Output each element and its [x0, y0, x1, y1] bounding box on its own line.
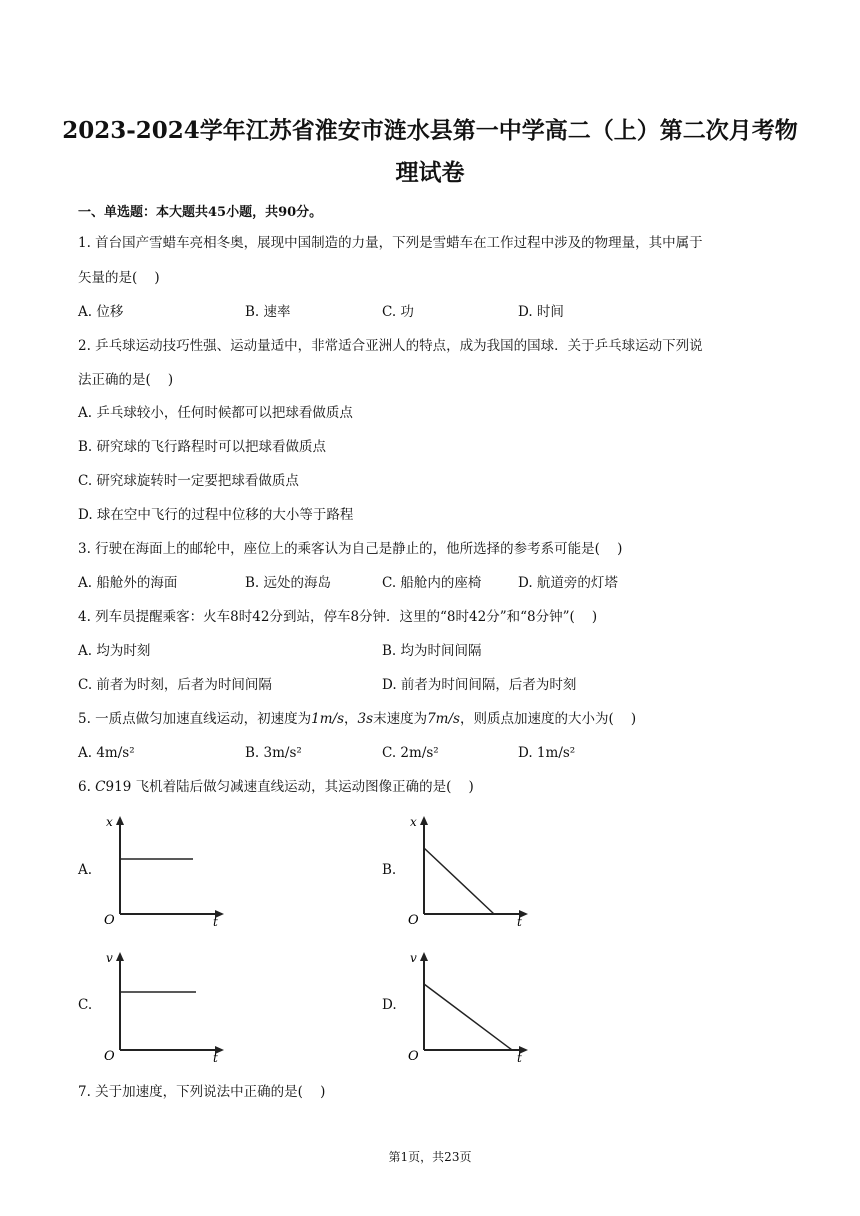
q1-option-c[interactable]: C. 功 [382, 304, 414, 320]
q4-option-b[interactable]: B. 均为时间间隔 [382, 643, 482, 659]
exam-title-line2: 理试卷 [395, 159, 465, 186]
q6-graph-c[interactable] [100, 946, 230, 1066]
q6-graph-d-origin: O [408, 1049, 419, 1064]
q5-option-d[interactable]: D. 1m/s² [518, 745, 576, 761]
q4-option-d[interactable]: D. 前者为时间间隔，后者为时刻 [382, 677, 577, 693]
q4-option-c[interactable]: C. 前者为时刻，后者为时间间隔 [78, 677, 272, 693]
q1-option-a[interactable]: A. 位移 [78, 304, 124, 320]
q5-text-sep: ， [344, 711, 358, 727]
q3-text: 3. 行驶在海面上的邮轮中，座位上的乘客认为自己是静止的，他所选择的参考系可能是( ) [78, 541, 623, 557]
q6-graph-a-t-label: t [213, 915, 218, 929]
q6-option-b-label[interactable]: B. [382, 862, 397, 878]
q3-option-d[interactable]: D. 航道旁的灯塔 [518, 575, 618, 591]
q2-text-line2: 法正确的是( ) [78, 372, 174, 388]
q1-option-b[interactable]: B. 速率 [245, 304, 291, 320]
q5-option-a[interactable]: A. 4m/s² [78, 745, 135, 761]
q3-option-a[interactable]: A. 船舱外的海面 [78, 575, 178, 591]
q6-graph-a-origin: O [104, 913, 115, 928]
q6-graph-b-origin: O [408, 913, 419, 928]
q6-graph-b[interactable] [404, 810, 534, 930]
q6-graph-d[interactable] [404, 946, 534, 1066]
q6-graph-c-origin: O [104, 1049, 115, 1064]
q6-text-body: 919 飞机着陆后做匀减速直线运动，其运动图像正确的是( ) [105, 779, 474, 795]
q2-option-b[interactable]: B. 研究球的飞行路程时可以把球看做质点 [78, 439, 327, 455]
q3-option-b[interactable]: B. 远处的海岛 [245, 575, 332, 591]
q5-initial-velocity: 1m/s [311, 711, 345, 727]
q5-text-mid: 末速度为 [373, 711, 428, 727]
q2-option-d[interactable]: D. 球在空中飞行的过程中位移的大小等于路程 [78, 507, 354, 523]
q6-graph-c-t-label: t [213, 1051, 218, 1065]
q6-text [78, 777, 474, 797]
q6-graph-b-t-label: t [517, 915, 522, 929]
q1-option-d[interactable]: D. 时间 [518, 304, 564, 320]
q6-option-d-label[interactable]: D. [382, 997, 397, 1013]
q6-option-c-label[interactable]: C. [78, 997, 93, 1013]
q5-final-velocity: 7m/s [427, 711, 460, 727]
q5-text-pre: 5. 一质点做匀加速直线运动，初速度为 [78, 711, 312, 727]
q5-option-b[interactable]: B. 3m/s² [245, 745, 302, 761]
q6-graph-a[interactable] [100, 810, 230, 930]
q3-option-c[interactable]: C. 船舱内的座椅 [382, 575, 482, 591]
q1-text-line2: 矢量的是( ) [78, 270, 160, 286]
q2-option-a[interactable]: A. 乒乓球较小，任何时候都可以把球看做质点 [78, 405, 353, 421]
q6-graph-b-y-label: x [410, 815, 417, 829]
q6-graph-d-t-label: t [517, 1051, 522, 1065]
q6-graph-d-y-label: v [410, 951, 417, 965]
q5-text-post: ，则质点加速度的大小为( ) [459, 711, 637, 727]
q1-text-line1: 1. 首台国产雪蜡车亮相冬奥，展现中国制造的力量，下列是雪蜡车在工作过程中涉及的物理量，其中属于 [78, 235, 703, 251]
exam-title-line1: 2023-2024学年江苏省淮安市涟水县第一中学高二（上）第二次月考物 [62, 117, 798, 144]
q5-time: 3s [357, 711, 374, 727]
q6-option-a-label[interactable]: A. [78, 862, 93, 878]
q5-text [78, 709, 636, 729]
q5-option-c[interactable]: C. 2m/s² [382, 745, 439, 761]
q7-text: 7. 关于加速度，下列说法中正确的是( ) [78, 1084, 326, 1100]
q4-option-a[interactable]: A. 均为时刻 [78, 643, 151, 659]
q6-graph-c-y-label: v [106, 951, 113, 965]
q6-model-letter: C [95, 779, 106, 795]
q6-graph-a-y-label: x [106, 815, 113, 829]
q2-text-line1: 2. 乒乓球运动技巧性强、运动量适中，非常适合亚洲人的特点，成为我国的国球．关于乒乓球运动下列说 [78, 338, 703, 354]
q6-prefix: 6. [78, 779, 96, 795]
q2-option-c[interactable]: C. 研究球旋转时一定要把球看做质点 [78, 473, 299, 489]
section-heading: 一、单选题：本大题共45小题，共90分。 [78, 205, 323, 220]
q4-text: 4. 列车员提醒乘客：火车8时42分到站，停车8分钟．这里的“8时42分”和“8分钟”( ) [78, 609, 598, 625]
page-footer: 第1页，共23页 [388, 1150, 472, 1164]
